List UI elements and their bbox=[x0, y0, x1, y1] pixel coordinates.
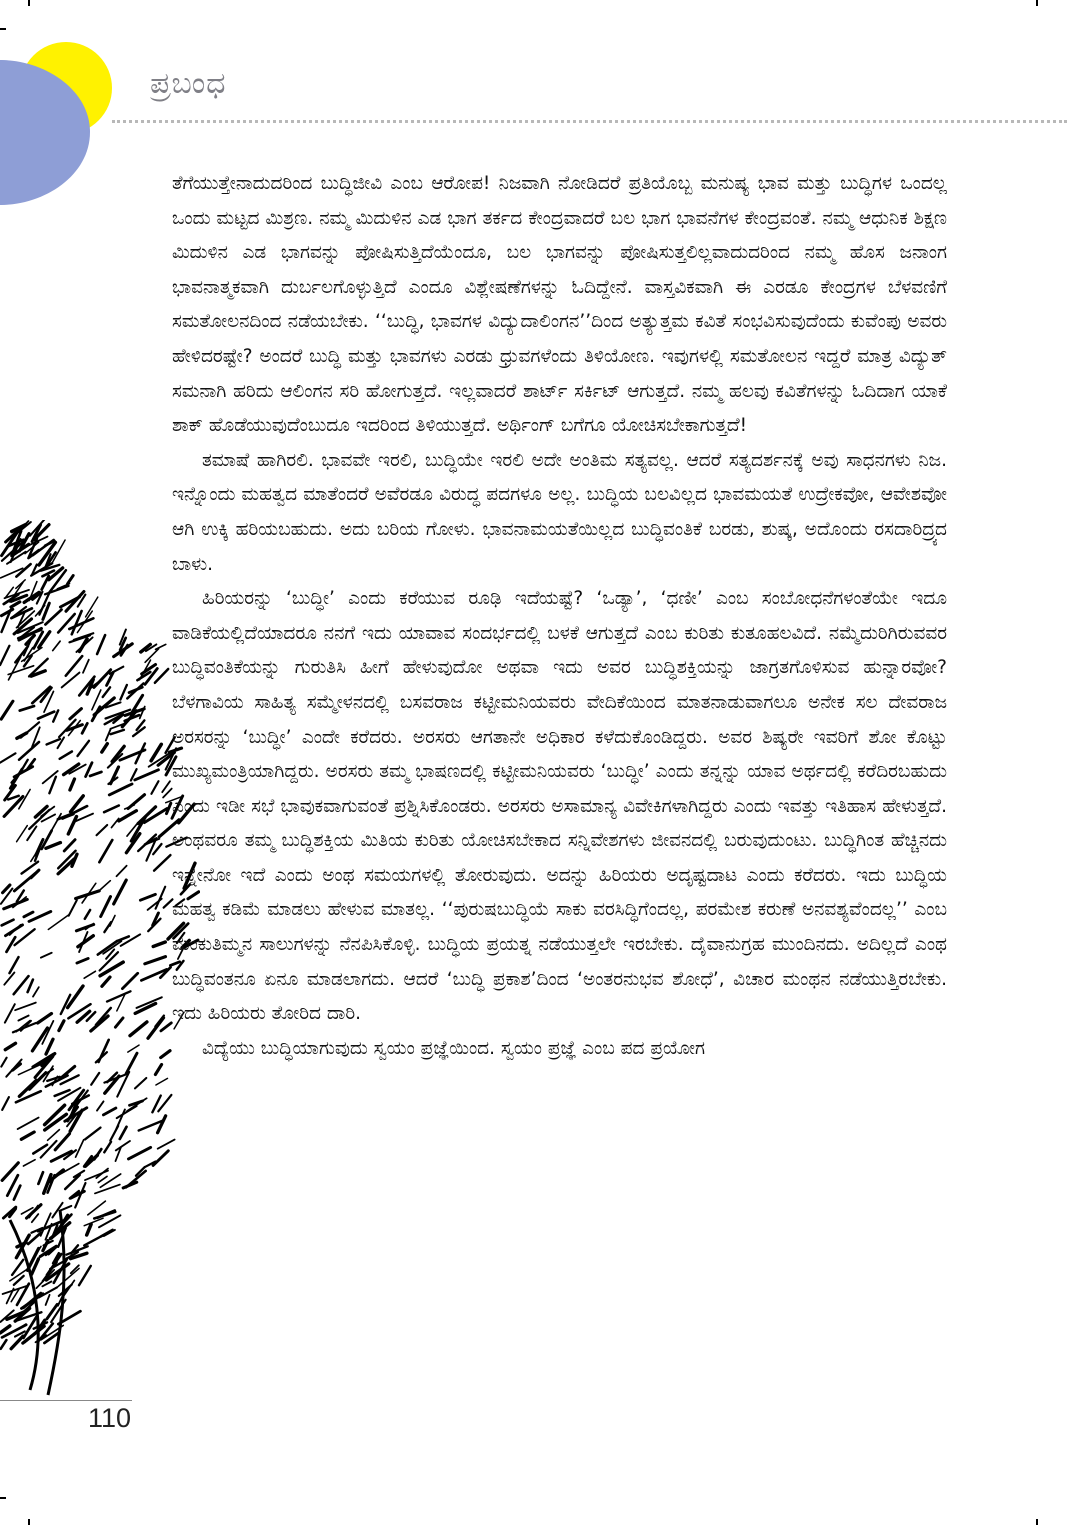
tree-illustration bbox=[0, 520, 200, 1400]
article-body bbox=[172, 167, 947, 1387]
crop-mark-bottom-left bbox=[28, 1519, 30, 1525]
paragraph-2: ತಮಾಷೆ ಹಾಗಿರಲಿ. ಭಾವವೇ ಇರಲಿ, ಬುದ್ಧಿಯೇ ಇರಲಿ ಅದೇ ಅಂತಿಮ ಸತ್ಯವಲ್ಲ. ಆದರೆ ಸತ್ಯದರ್ಶನಕ್ಕೆ ಅವು ಸಾಧನಗಳು ನಿಜ. ಇನ್ನೊಂದು ಮಹತ್ವದ ಮಾತೆಂದರೆ ಅವೆರಡೂ ವಿರುದ್ಧ ಪದಗಳೂ ಅಲ್ಲ. ಬುದ್ಧಿಯ ಬಲವಿಲ್ಲದ ಭಾವಮಯತೆ ಉದ್ರೇಕವೋ, ಆವೇಶವೋ ಆಗಿ ಉಕ್ಕಿ ಹರಿಯಬಹುದು. ಅದು ಬರಿಯ ಗೋಳು. ಭಾವನಾಮಯತೆಯಿಲ್ಲದ ಬುದ್ಧಿವಂತಿಕೆ ಬರಡು, ಶುಷ್ಕ, ಅದೊಂದು ರಸದಾರಿದ್ರ್ಯದ ಬಾಳು. bbox=[172, 449, 947, 575]
paragraph-4: ವಿದ್ಯೆಯು ಬುದ್ಧಿಯಾಗುವುದು ಸ್ವಯಂ ಪ್ರಜ್ಞೆಯಿಂದ. ಸ್ವಯಂ ಪ್ರಜ್ಞೆ ಎಂಬ ಪದ ಪ್ರಯೋಗ bbox=[202, 1037, 706, 1059]
page-number: 110 bbox=[88, 1403, 132, 1433]
section-title: ಪ್ರಬಂಧ bbox=[150, 66, 227, 101]
crop-mark-top-right bbox=[1036, 0, 1038, 6]
paragraph-3: ಹಿರಿಯರನ್ನು ‘ಬುದ್ಧೀ’ ಎಂದು ಕರೆಯುವ ರೂಢಿ ಇದೆಯಷ್ಟೆ? ‘ಒಡ್ಯಾ’, ‘ಧಣೀ’ ಎಂಬ ಸಂಬೋಧನೆಗಳಂತೆಯೇ ಇದೂ ವಾಡಿಕೆಯಲ್ಲಿದೆಯಾದರೂ ನನಗೆ ಇದು ಯಾವಾವ ಸಂದರ್ಭದಲ್ಲಿ ಬಳಕೆ ಆಗುತ್ತದೆ ಎಂಬ ಕುರಿತು ಕುತೂಹಲವಿದೆ. ನಮ್ಮೆದುರಿಗಿರುವವರ ಬುದ್ಧಿವಂತಿಕೆಯನ್ನು ಗುರುತಿಸಿ ಹೀಗೆ ಹೇಳುವುದೋ ಅಥವಾ ಇದು ಅವರ ಬುದ್ಧಿಶಕ್ತಿಯನ್ನು ಜಾಗ್ರತಗೊಳಿಸುವ ಹುನ್ನಾರವೋ? ಬೆಳಗಾವಿಯ ಸಾಹಿತ್ಯ ಸಮ್ಮೇಳನದಲ್ಲಿ ಬಸವರಾಜ ಕಟ್ಟೀಮನಿಯವರು ವೇದಿಕೆಯಿಂದ ಮಾತನಾಡುವಾಗಲೂ ಅನೇಕ ಸಲ ದೇವರಾಜ ಅರಸರನ್ನು ‘ಬುದ್ಧೀ’ ಎಂದೇ ಕರೆದರು. ಅರಸರು ಆಗತಾನೇ ಅಧಿಕಾರ ಕಳೆದುಕೊಂಡಿದ್ದರು. ಅವರ ಶಿಷ್ಯರೇ ಇವರಿಗೆ ಶೋ ಕೊಟ್ಟು ಮುಖ್ಯಮಂತ್ರಿಯಾಗಿದ್ದರು. ಅರಸರು ತಮ್ಮ ಭಾಷಣದಲ್ಲಿ ಕಟ್ಟೀಮನಿಯವರು ‘ಬುದ್ಧೀ’ ಎಂದು ತನ್ನನ್ನು ಯಾವ ಅರ್ಥದಲ್ಲಿ ಕರೆದಿರಬಹುದು ಎಂದು ಇಡೀ ಸಭೆ ಭಾವುಕವಾಗುವಂತೆ ಪ್ರಶ್ನಿಸಿಕೊಂಡರು. ಅರಸರು ಅಸಾಮಾನ್ಯ ವಿವೇಕಿಗಳಾಗಿದ್ದರು ಎಂದು ಇವತ್ತು ಇತಿಹಾಸ ಹೇಳುತ್ತದೆ. ಅಂಥವರೂ ತಮ್ಮ ಬುದ್ಧಿಶಕ್ತಿಯ ಮಿತಿಯ ಕುರಿತು ಯೋಚಿಸಬೇಕಾದ ಸನ್ನಿವೇಶಗಳು ಜೀವನದಲ್ಲಿ ಬರುವುದುಂಟು. ಬುದ್ಧಿಗಿಂತ ಹೆಚ್ಚಿನದು ಇನ್ನೇನೋ ಇದೆ ಎಂದು ಅಂಥ ಸಮಯಗಳಲ್ಲಿ ತೋರುವುದು. ಅದನ್ನು ಹಿರಿಯರು ಅದೃಷ್ಟದಾಟ ಎಂದು ಕರೆದರು. ಇದು ಬುದ್ಧಿಯ ಮಹತ್ವ ಕಡಿಮೆ ಮಾಡಲು ಹೇಳುವ ಮಾತಲ್ಲ. ‘‘ಪುರುಷಬುದ್ಧಿಯೆ ಸಾಕು ವರಸಿದ್ಧಿಗೆಂದಲ್ಲ, ಪರಮೇಶ ಕರುಣೆ ಅನವಶ್ಯವೆಂದಲ್ಲ’’ ಎಂಬ ಮಂಕುತಿಮ್ಮನ ಸಾಲುಗಳನ್ನು ನೆನಪಿಸಿಕೊಳ್ಳಿ. ಬುದ್ಧಿಯ ಪ್ರಯತ್ನ ನಡೆಯುತ್ತಲೇ ಇರಬೇಕು. ದೈವಾನುಗ್ರಹ ಮುಂದಿನದು. ಅದಿಲ್ಲದೆ ಎಂಥ ಬುದ್ಧಿವಂತನೂ ಏನೂ ಮಾಡಲಾಗದು. ಆದರೆ ‘ಬುದ್ಧಿ ಪ್ರಕಾಶ’ದಿಂದ ‘ಅಂತರನುಭವ ಶೋಧೆ’, ವಿಚಾರ ಮಂಥನ ನಡೆಯುತ್ತಿರಬೇಕು. ಇದು ಹಿರಿಯರು ತೋರಿದ ದಾರಿ. bbox=[172, 588, 947, 1025]
crop-mark-bottom-right bbox=[1036, 1519, 1038, 1525]
header-dotted-divider bbox=[112, 120, 1067, 123]
header-decoration bbox=[0, 0, 130, 210]
paragraph-1: ತೆಗೆಯುತ್ತೇನಾದುದರಿಂದ ಬುದ್ಧಿಜೀವಿ ಎಂಬ ಆರೋಪ! ನಿಜವಾಗಿ ನೋಡಿದರೆ ಪ್ರತಿಯೊಬ್ಬ ಮನುಷ್ಯ ಭಾವ ಮತ್ತು ಬುದ್ಧಿಗಳ ಒಂದಲ್ಲ ಒಂದು ಮಟ್ಟದ ಮಿಶ್ರಣ. ನಮ್ಮ ಮಿದುಳಿನ ಎಡ ಭಾಗ ತರ್ಕದ ಕೇಂದ್ರವಾದರೆ ಬಲ ಭಾಗ ಭಾವನೆಗಳ ಕೇಂದ್ರವಂತೆ. ನಮ್ಮ ಆಧುನಿಕ ಶಿಕ್ಷಣ ಮಿದುಳಿನ ಎಡ ಭಾಗವನ್ನು ಪೋಷಿಸುತ್ತಿದೆಯೆಂದೂ, ಬಲ ಭಾಗವನ್ನು ಪೋಷಿಸುತ್ತಲಿಲ್ಲವಾದುದರಿಂದ ನಮ್ಮ ಹೊಸ ಜನಾಂಗ ಭಾವನಾತ್ಮಕವಾಗಿ ದುರ್ಬಲಗೊಳ್ಳುತ್ತಿದೆ ಎಂದೂ ವಿಶ್ಲೇಷಣೆಗಳನ್ನು ಓದಿದ್ದೇನೆ. ವಾಸ್ತವಿಕವಾಗಿ ಈ ಎರಡೂ ಕೇಂದ್ರಗಳ ಬೆಳವಣಿಗೆ ಸಮತೋಲನದಿಂದ ನಡೆಯಬೇಕು. ‘‘ಬುದ್ಧಿ, ಭಾವಗಳ ವಿದ್ಯುದಾಲಿಂಗನ’’ದಿಂದ ಅತ್ಯುತ್ತಮ ಕವಿತೆ ಸಂಭವಿಸುವುದೆಂದು ಕುವೆಂಪು ಅವರು ಹೇಳಿದರಷ್ಟೇ? ಅಂದರೆ ಬುದ್ಧಿ ಮತ್ತು ಭಾವಗಳು ಎರಡು ಧ್ರುವಗಳೆಂದು ತಿಳಿಯೋಣ. ಇವುಗಳಲ್ಲಿ ಸಮತೋಲನ ಇದ್ದರೆ ಮಾತ್ರ ವಿದ್ಯುತ್ ಸಮನಾಗಿ ಹರಿದು ಆಲಿಂಗನ ಸರಿ ಹೋಗುತ್ತದೆ. ಇಲ್ಲವಾದರೆ ಶಾರ್ಟ್ ಸರ್ಕಿಟ್ ಆಗುತ್ತದೆ. ನಮ್ಮ ಹಲವು ಕವಿತೆಗಳನ್ನು ಓದಿದಾಗ ಯಾಕೆ ಶಾಕ್ ಹೊಡೆಯುವುದೆಂಬುದೂ ಇದರಿಂದ ತಿಳಿಯುತ್ತದೆ. ಅರ್ಥಿಂಗ್ ಬಗೆಗೂ ಯೋಚಿಸಬೇಕಾಗುತ್ತದೆ! bbox=[172, 173, 947, 437]
footer-divider bbox=[0, 1400, 132, 1401]
crop-mark-left-bottom bbox=[0, 1497, 6, 1499]
